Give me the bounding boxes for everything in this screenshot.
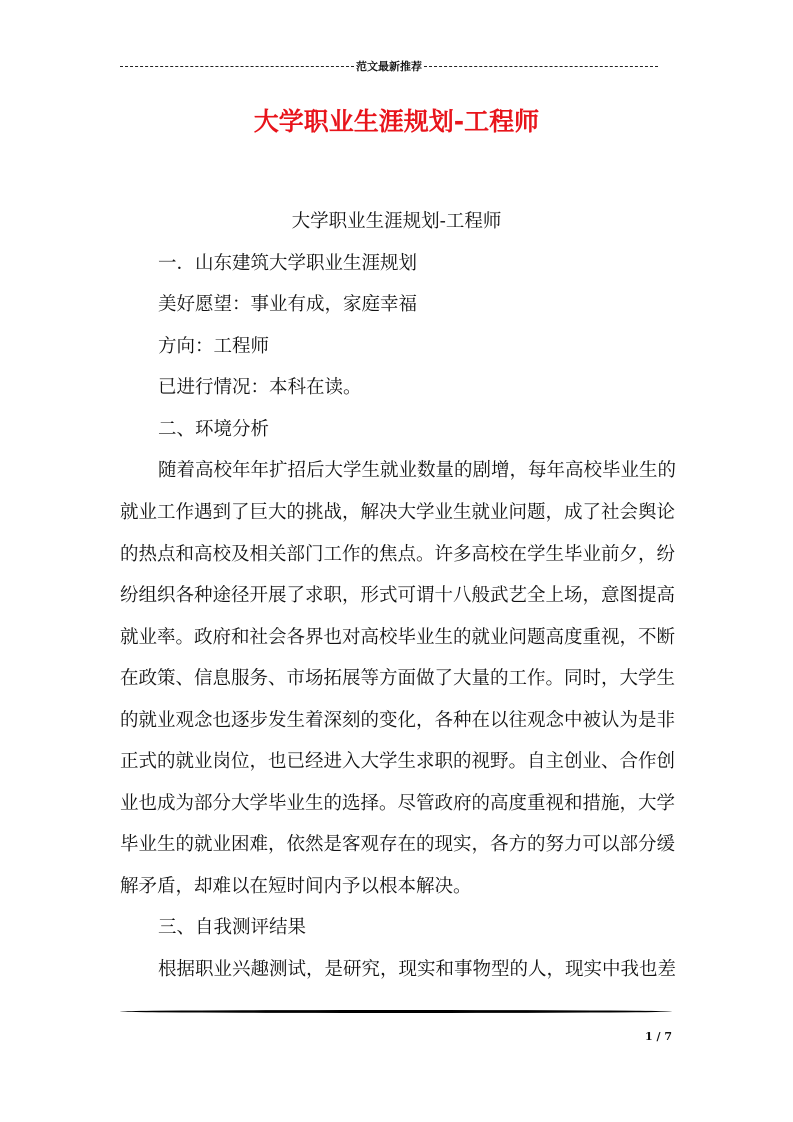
page-header — [120, 58, 658, 74]
footer-rule — [120, 1010, 672, 1013]
section-heading-3: 三、自我测评结果 — [158, 917, 307, 938]
paragraph-line: 随着高校年年扩招后大学生就业数量的剧增，每年高校毕业生的 — [158, 460, 677, 481]
paragraph-line: 在政策、信息服务、市场拓展等方面做了大量的工作。同时，大学生 — [120, 668, 676, 689]
header-divider — [424, 66, 658, 67]
paragraph-line: 就业工作遇到了巨大的挑战，解决大学业生就业问题，成了社会舆论 — [120, 502, 676, 523]
wish-line: 美好愿望：事业有成，家庭幸福 — [158, 294, 418, 315]
direction-line: 方向：工程师 — [158, 336, 270, 357]
document-title: 大学职业生涯规划-工程师 — [253, 107, 540, 136]
subtitle: 大学职业生涯规划-工程师 — [291, 211, 502, 232]
paragraph-line: 业也成为部分大学毕业生的选择。尽管政府的高度重视和措施，大学 — [120, 793, 676, 814]
header-label: 范文最新推荐 — [356, 60, 422, 73]
section-heading-1: 一．山东建筑大学职业生涯规划 — [158, 253, 418, 274]
paragraph-line: 的热点和高校及相关部门工作的焦点。许多高校在学生毕业前夕，纷 — [120, 544, 676, 565]
status-line: 已进行情况：本科在读。 — [158, 377, 362, 398]
paragraph-line: 就业率。政府和社会各界也对高校毕业生的就业问题高度重视，不断 — [120, 627, 676, 648]
section-heading-2: 二、环境分析 — [158, 419, 270, 440]
page-number: 1 / 7 — [645, 1030, 672, 1043]
paragraph-line: 解矛盾，却难以在短时间内予以根本解决。 — [120, 876, 472, 897]
paragraph-line: 根据职业兴趣测试，是研究，现实和事物型的人，现实中我也差 — [158, 959, 677, 980]
paragraph-line: 毕业生的就业困难，依然是客观存在的现实，各方的努力可以部分缓 — [120, 834, 676, 855]
header-divider — [120, 66, 354, 67]
paragraph-line: 正式的就业岗位，也已经进入大学生求职的视野。自主创业、合作创 — [120, 751, 676, 772]
paragraph-line: 纷组织各种途径开展了求职，形式可谓十八般武艺全上场，意图提高 — [120, 585, 676, 606]
paragraph-line: 的就业观念也逐步发生着深刻的变化，各种在以往观念中被认为是非 — [120, 710, 676, 731]
